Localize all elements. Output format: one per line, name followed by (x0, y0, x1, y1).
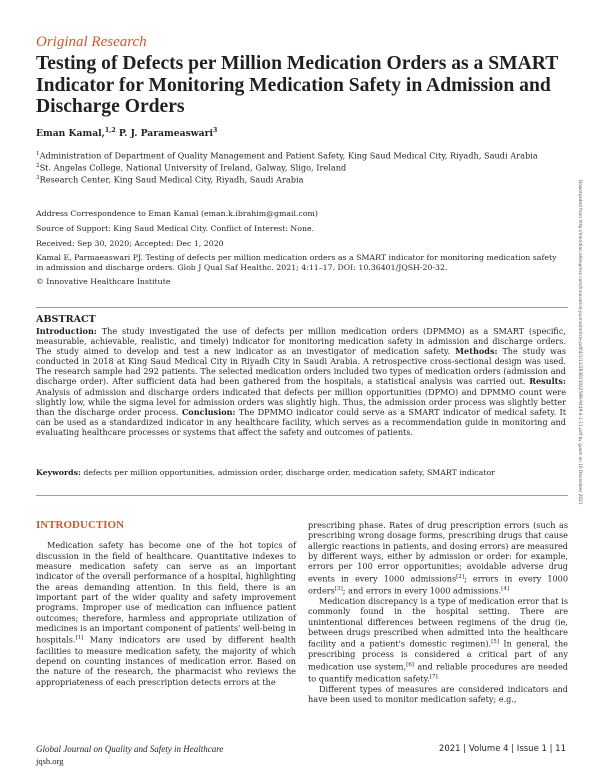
affiliation-item: $^1$Administration of Department of Quality Management and Patient Safety, King Saud Medical City, Riyadh, Saudi Arabia (36, 150, 538, 161)
author-name[interactable]: Eman Kamal, (36, 128, 105, 140)
abstract-body: Introduction: The study investigated the use of defects per million medication orders (DPMMO) as a SMART (specific, measurable, achievable, realistic, and timely) indicator for monitoring medication safety in admission and discharge orders. The study aimed to develop and test a new indicator as an investigator of medication safety. Methods: The study was conducted in 2018 at King Saud Medical City in Riyadh City in Saudi Arabia. A retrospective cross-sectional design was used. The research sample had 292 patients. The selected medication orders included two types of medication orders (admission and discharge order). After sufficient data had been gathered from the hospitals, a statistical analysis was carried out. Results: Analysis of admission and discharge orders indicated that defects per million opportunities (DPMO) and DPMMO count were slightly low, while the sigma level for admission orders was slightly high. Thus, the admission order process was slightly better than the discharge order process. Conclusion: The DPMMO indicator could serve as a SMART indicator of medical safety. It can be used as a standardized indicator in any healthcare facility, which serves as a recommendation guide in monitoring and evaluating healthcare processes or systems that affect the safety and outcomes of patients. (36, 326, 567, 437)
abstract-heading: ABSTRACT (36, 314, 96, 325)
citation-ref[interactable]: [4] (501, 585, 510, 592)
support-line: Source of Support: King Saud Medical City. Conflict of Interest: None. (36, 224, 315, 233)
author-name[interactable]: P. J. Parameaswari (115, 128, 213, 140)
download-watermark: Downloaded from http://meridian.allenpress.com/innovative-journal/article-pdf/4/1/11/2838230/i2589-9449-4-1-11.pdf by guest on 10 December 2021 (577, 180, 582, 505)
keywords: Keywords: defects per million opportunities, admission order, discharge order, medication safety, SMART indicator (36, 468, 495, 477)
affiliation-marker: 3 (212, 127, 218, 134)
affiliation-item: $^2$St. Angelas College, National University of Ireland, Galway, Sligo, Ireland (36, 162, 347, 173)
paragraph: prescribing phase. Rates of drug prescription errors (such as prescribing wrong dosage forms, prescribing drugs that cause allergic reactions in patients, and dosing errors) are measured by different ways, either by admission or order: for example, errors per 100 error opportunities; avoidable adverse drug events in every 1000 admissions[2]; errors in every 1000 orders[3]; and errors in every 1000 admissions.[4] (308, 520, 568, 596)
affiliation-item: $^3$Research Center, King Saud Medical City, Riyadh, Saudi Arabia (36, 174, 304, 185)
article-title: Testing of Defects per Million Medication Orders as a SMART Indicator for Monitoring Medication Safety in Admission and Discharge Orders (36, 53, 558, 117)
left-column (36, 520, 296, 687)
affiliation-marker: 1,2 (104, 127, 116, 134)
citation-ref[interactable]: [2] (456, 573, 465, 580)
introduction-heading: INTRODUCTION (36, 519, 125, 531)
paragraph: Medication safety has become one of the hot topics of discussion in the field of healthcare. Quantitative indexes to measure medication safety can serve as an important indicator of the overall performance of a hospital, highlighting the areas demanding attention. In this field, there is an important part of the wider quality and safety improvement programs. Improper use of medication can influence patient outcomes; therefore, harmless and appropriate utilization of medicines is an important component of patients' well-being in hospitals.[1] Many indicators are used by different health facilities to measure medication safety, the majority of which depend on counting instances of medication error. Based on the nature of the research, the pharmacist who reviews the appropriateness of each prescription detects errors at the (36, 540, 296, 687)
citation-ref[interactable]: [6] (406, 661, 414, 668)
affiliations (36, 149, 556, 185)
paragraph: Different types of measures are considered indicators and have been used to monitor medication safety; e.g., (308, 683, 568, 705)
section-label: Original Research (36, 34, 147, 50)
footer-website[interactable]: jqsh.org (36, 756, 64, 766)
author-list (36, 127, 217, 139)
citation-ref[interactable]: [7] (429, 673, 438, 680)
citation-ref[interactable]: [3] (334, 585, 343, 592)
footer-issue-info: 2021 | Volume 4 | Issue 1 | 11 (438, 744, 566, 754)
citation-line: Kamal E, Parmaeaswari PJ. Testing of defects per million medication orders as a SMART indicator for monitoring medication safety in admission and discharge orders. Glob J Qual Saf Healthc. 2021; 4:11–17. DOI: 10.36401/JQSH-20-32. (36, 253, 557, 272)
footer-journal-name: Global Journal on Quality and Safety in Healthcare (36, 744, 224, 754)
copyright-line: © Innovative Healthcare Institute (36, 277, 171, 286)
correspondence-line: Address Correspondence to Eman Kamal (eman.k.ibrahim@gmail.com) (36, 209, 318, 218)
paragraph: Medication discrepancy is a type of medication error that is commonly found in the hospital setting. There are unintentional differences between regimens of the drug (ie, between drugs prescribed when admitted into the healthcare facility and a patient's domestic regimen).[5] In general, the prescribing process is considered a critical part of any medication use system,[6] and reliable procedures are needed to quantify medication safety.[7] (308, 595, 568, 684)
citation-ref[interactable]: [1] (75, 635, 84, 642)
right-column (308, 520, 568, 704)
citation-ref[interactable]: [5] (491, 639, 500, 646)
dates-line: Received: Sep 30, 2020; Accepted: Dec 1, 2020 (36, 239, 224, 248)
